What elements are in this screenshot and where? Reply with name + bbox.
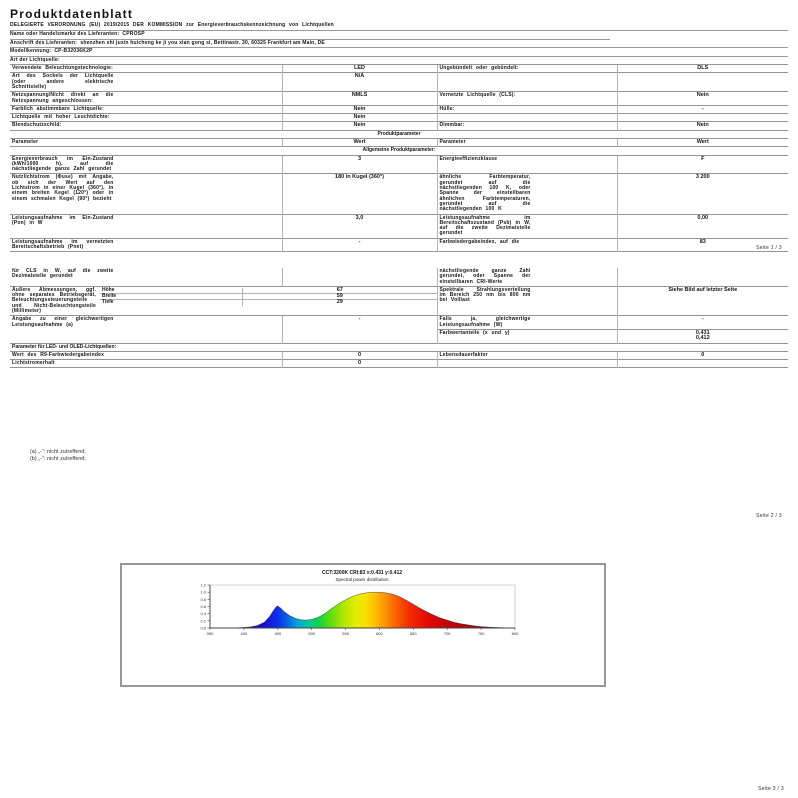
dimensions-cell [10,286,437,315]
param-value: Nein [617,122,788,130]
spectral-power-distribution-chart [122,565,604,685]
table-row [10,351,788,359]
param-label: Farblich abstimmbare Lichtquelle: [10,105,282,113]
y-tick-label: 0.0 [200,625,206,631]
param-value: LED [282,65,437,73]
supplier-value: CPROSP [122,31,145,38]
x-tick-label: 750 [477,631,485,636]
lightsource-type-row [10,56,788,64]
chromaticity-y: 0,412 [695,335,710,342]
param-value: NMLS [282,92,437,106]
param-label: Leistungsaufnahme im Ein-Zustand (Pon) in W [10,214,282,238]
param-value: F [617,155,788,174]
dimensions-row [10,286,788,315]
param-label: ähnliche Farbtemperatur, gerundet auf die nächstliegenden 100 K, oder Spanne der einstellbaren ähnlichen Farbtemperaturen, gerundet auf die nächstliegenden 100 K [437,174,617,214]
param-label [437,114,617,122]
dimension-name: Breite [102,293,117,300]
column-header: Wert [282,139,437,147]
spd-area-fill [230,592,511,628]
column-header-row [10,139,788,147]
param-value: - [282,238,437,252]
param-value: 0 [282,360,437,368]
param-value: 0,00 [617,214,788,238]
supplier-row [10,30,788,38]
param-label: Falls ja, gleichwertige Leistungsaufnahme (W) [437,316,617,330]
param-value: - [617,316,788,330]
y-tick-label: 0.4 [200,611,206,617]
table-row [10,360,788,368]
table-row [10,114,788,122]
table-row [10,268,788,286]
dimension-value: 67 [242,288,437,293]
param-label: Lichtstromerhalt [10,360,282,368]
param-value: Nein [282,114,437,122]
table-row [10,92,788,106]
param-value: 0 [617,351,788,359]
param-value [617,360,788,368]
param-label: Netzspannung/Nicht direkt an die Netzspannung angeschlossen: [10,92,282,106]
column-header: Wert [617,139,788,147]
dimension-value: 59 [242,294,437,299]
footnote-a: (a) „-“: nicht zutreffend; [30,449,86,455]
section-header: Parameter für LED- und OLED-Lichtquellen: [10,343,788,351]
product-parameters-table-continued [10,268,788,368]
dimensions-wrap [12,288,437,314]
x-tick-label: 700 [443,631,451,636]
x-tick-label: 500 [308,631,316,636]
param-value: N/A [282,73,437,92]
param-label: Farbwertanteile (x und y) [437,329,617,343]
table-row [10,122,788,130]
dimension-name: Tiefe [102,299,114,306]
param-label: Farbwiedergabeindex, auf die [437,238,617,252]
param-value: 3,0 [282,214,437,238]
param-label: Leistungsaufnahme im Bereitschaftszustand (Psb) in W, auf die zweite Dezimalstelle gerundet [437,214,617,238]
column-header: Parameter [437,139,617,147]
section-header-row [10,147,788,155]
table-row [10,155,788,174]
x-tick-label: 650 [409,631,417,636]
page1-section [10,7,788,252]
param-label: Dimmbar: [437,122,617,130]
lightsource-type-label: Art der Lichtquelle: [10,56,60,63]
y-tick-label: 1.0 [200,589,206,595]
param-label-continued: nächstliegende ganze Zahl gerundet, oder Spanne der einstellbaren CRI-Werte [437,268,617,286]
table-row [10,105,788,113]
param-label: Leistungsaufnahme im vernetzten Bereitschaftsbetrieb (Pnet) [10,238,282,252]
param-label: Art des Sockels der Lichtquelle (oder andere elektrische Schnittstelle) [10,73,282,92]
model-value: CP-B32036K2P [54,48,93,55]
address-row [10,39,610,47]
table-row [10,65,788,73]
section-header-row [10,343,788,351]
page-footer-3: Seite 3 / 3 [758,786,784,792]
y-tick-label: 0.6 [200,604,206,609]
address-value: shenzhen shi juxin huicheng ke ji you xian gong si, Bettinastr. 30, 60325 Frankfurt am Main, DE [80,39,325,46]
table-row [10,174,788,214]
param-label: Energieverbrauch im Ein-Zustand (kWh/1000 h), auf die nächstliegende ganze Zahl gerundet [10,155,282,174]
table-row [10,316,788,330]
param-value: 180 in Kugel (360°) [282,174,437,214]
dimensions-label: Äußere Abmessungen, ggf. ohne separates Betriebsgerät, Beleuchtungssteuerungsteile und Nicht-Beleuchtungsteile (Millimeter) [12,286,96,315]
param-label: Energieeffizienzklasse [437,155,617,174]
section-header: Allgemeine Produktparameter: [10,147,788,155]
param-value [617,73,788,92]
chromaticity-x: 0,431 [695,329,710,336]
param-label [437,360,617,368]
supplier-label: Name oder Handelsmarke des Lieferanten: [10,31,120,38]
section-header-row [10,130,788,138]
param-label: Spektrale Strahlungsverteilung im Bereich 250 nm bis 800 nm bei Volllast [437,286,617,315]
x-tick-label: 450 [274,631,282,636]
chart-title: CCT:3200K CRI:83 x:0.431 y:0.412 [321,570,403,576]
param-label: Angabe zu einer gleichwertigen Leistungsaufnahme (a) [10,316,282,343]
param-value [617,329,788,343]
param-value: 83 [617,238,788,252]
x-tick-label: 550 [342,631,349,636]
param-value: 3 [282,155,437,174]
x-tick-label: 600 [376,631,383,636]
param-value [282,268,437,286]
section-header: Produktparameter [10,130,788,138]
y-tick-label: 0.2 [200,618,206,624]
param-value: 0 [282,351,437,359]
param-value: Nein [282,105,437,113]
dimension-name: Höhe [102,286,115,293]
table-row [10,214,788,238]
page-footer-2: Seite 2 / 3 [756,513,782,519]
param-value: Siehe Bild auf letzter Seite [617,286,788,315]
x-tick-label: 350 [206,631,214,636]
param-label: Wert des R9-Farbwiedergabeindex [10,351,282,359]
param-label [437,73,617,92]
param-label: Lichtquelle mit hoher Leuchtdichte: [10,114,282,122]
footnote-b: (b) „-“: nicht zutreffend; [30,456,86,462]
page-footer-1: Seite 1 / 3 [756,245,782,251]
param-label: Hülle: [437,105,617,113]
param-label: Ungebündelt oder gebündelt: [437,65,617,73]
dimension-row [100,300,437,305]
x-tick-label: 800 [511,631,519,636]
param-value [617,114,788,122]
param-label: Blendschutzschild: [10,122,282,130]
y-tick-label: 1.2 [200,582,206,588]
param-value: Nein [617,92,788,106]
y-tick-label: 0.8 [200,596,206,602]
x-tick-label: 400 [240,631,248,636]
param-label: Vernetzte Lichtquelle (CLS): [437,92,617,106]
chart-subtitle: Spectral power distribution [335,577,389,582]
model-row [10,47,788,55]
spectral-distribution-figure [120,563,606,687]
dimension-value: 29 [242,300,437,305]
address-label: Anschrift des Lieferanten: [10,39,78,46]
param-value: - [282,316,437,343]
table-row [10,238,788,252]
param-value: 3 200 [617,174,788,214]
table-row [10,73,788,92]
param-value [617,268,788,286]
param-value: Nein [282,122,437,130]
param-label-continued: für CLS in W, auf die zweite Dezimalstelle gerundet [12,268,114,280]
general-parameters-table [10,64,788,252]
param-value: - [617,105,788,113]
param-label: Lebensdauerfaktor [437,351,617,359]
param-label: Nutzlichtstrom (Φuse) mit Angabe, ob sich der Wert auf den Lichtstrom in einer Kugel (360°), in einem breiten Kegel (120°) oder in einem schmalen Kegel (90°) bezieht [10,174,282,214]
column-header: Parameter [10,139,282,147]
footnotes [30,449,86,463]
page2-section [10,268,788,368]
param-value: DLS [617,65,788,73]
dimensions-subtable [100,288,437,314]
page-title: Produktdatenblatt [10,7,134,21]
model-label: Modellkennung: [10,48,52,55]
regulation-subtitle: DELEGIERTE VERORDNUNG (EU) 2019/2015 DER KOMMISSION zur Energieverbrauchskennzeichnung von Lichtquellen [10,22,334,28]
param-label: Verwendete Beleuchtungstechnologie: [10,65,282,73]
